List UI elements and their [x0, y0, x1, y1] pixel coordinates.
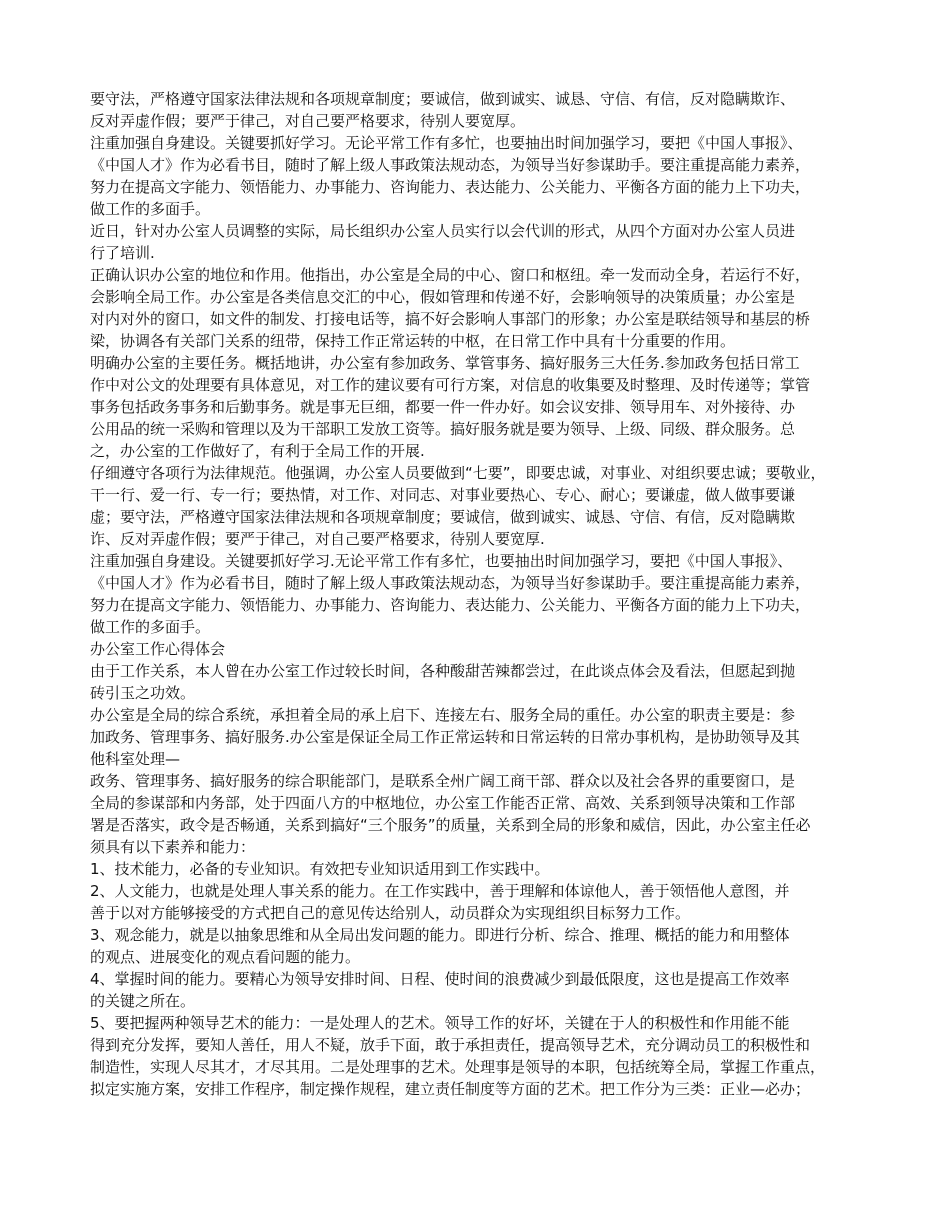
text-line: 《中国人才》作为必看书目，随时了解上级人事政策法规动态，为领导当好参谋助手。要注重提高能力素养， [90, 574, 811, 592]
document-body [90, 88, 870, 1100]
text-line: 虚；要守法，严格遵守国家法律法规和各项规章制度；要诚信，做到诚实、诚恳、守信、有信，反对隐瞒欺 [90, 508, 796, 526]
text-line: 努力在提高文字能力、领悟能力、办事能力、咨询能力、表达能力、公关能力、平衡各方面的能力上下功夫， [90, 178, 811, 196]
text-line: 署是否落实，政令是否畅通，关系到搞好“三个服务”的质量，关系到全局的形象和威信，因此，办公室主任必 [90, 816, 811, 834]
text-line: 拟定实施方案，安排工作程序，制定操作规程，建立责任制度等方面的艺术。把工作分为三类：正业—必办； [90, 1080, 811, 1098]
text-line: 做工作的多面手。 [90, 618, 211, 636]
text-line: 对内对外的窗口，如文件的制发、打接电话等，搞不好会影响人事部门的形象；办公室是联结领导和基层的桥 [90, 310, 811, 328]
text-line: 由于工作关系，本人曾在办公室工作过较长时间，各种酸甜苦辣都尝过，在此谈点体会及看法，但愿起到抛 [90, 662, 796, 680]
text-line: 的关键之所在。 [90, 992, 196, 1010]
text-line: 《中国人才》作为必看书目，随时了解上级人事政策法规动态，为领导当好参谋助手。要注重提高能力素养， [90, 156, 811, 174]
text-line: 全局的参谋部和内务部，处于四面八方的中枢地位，办公室工作能否正常、高效、关系到领导决策和工作部 [90, 794, 796, 812]
text-line: 公用品的统一采购和管理以及为干部职工发放工资等。搞好服务就是要为领导、上级、同级、群众服务。总 [90, 420, 796, 438]
text-line: 1、技术能力，必备的专业知识。有效把专业知识适用到工作实践中。 [90, 860, 550, 878]
text-line: 注重加强自身建设。关键要抓好学习.无论平常工作有多忙，也要抽出时间加强学习，要把《中国人事报》、 [90, 552, 793, 570]
text-line: 要守法，严格遵守国家法律法规和各项规章制度；要诚信，做到诚实、诚恳、守信、有信，反对隐瞒欺诈、 [90, 90, 796, 108]
text-line: 2、人文能力，也就是处理人事关系的能力。在工作实践中，善于理解和体谅他人，善于领悟他人意图，并 [90, 882, 790, 900]
text-line: 4、掌握时间的能力。要精心为领导安排时间、日程、使时间的浪费减少到最低限度，这也是提高工作效率 [90, 970, 790, 988]
text-line: 行了培训. [90, 244, 155, 262]
text-line: 加政务、管理事务、搞好服务.办公室是保证全局工作正常运转和日常运转的日常办事机构，是协助领导及其 [90, 728, 800, 746]
text-line: 干一行、爱一行、专一行；要热情，对工作、对同志、对事业要热心、专心、耐心；要谦虚，做人做事要谦 [90, 486, 796, 504]
text-line: 明确办公室的主要任务。概括地讲，办公室有参加政务、掌管事务、搞好服务三大任务.参加政务包括日常工 [90, 354, 800, 372]
text-line: 须具有以下素养和能力： [90, 838, 256, 856]
text-line: 诈、反对弄虚作假；要严于律己，对自己要严格要求，待别人要宽厚. [90, 530, 545, 548]
text-line: 砖引玉之功效。 [90, 684, 196, 702]
text-line: 梁，协调各有关部门关系的纽带，保持工作正常运转的中枢，在日常工作中具有十分重要的作用。 [90, 332, 736, 350]
text-line: 政务、管理事务、搞好服务的综合职能部门，是联系全州广阔工商干部、群众以及社会各界的重要窗口，是 [90, 772, 796, 790]
text-line: 反对弄虚作假；要严于律己，对自己要严格要求，待别人要宽厚。 [90, 112, 526, 130]
text-line: 的观点、进展变化的观点看问题的能力。 [90, 948, 361, 966]
text-line: 仔细遵守各项行为法律规范。他强调，办公室人员要做到“七要”，即要忠诚，对事业、对组织要忠诚；要敬业， [90, 464, 826, 482]
text-line: 做工作的多面手。 [90, 200, 211, 218]
text-line: 3、观念能力，就是以抽象思维和从全局出发问题的能力。即进行分析、综合、推理、概括的能力和用整体 [90, 926, 790, 944]
text-line: 正确认识办公室的地位和作用。他指出，办公室是全局的中心、窗口和枢纽。牵一发而动全身，若运行不好， [90, 266, 811, 284]
text-line: 5、要把握两种领导艺术的能力：一是处理人的艺术。领导工作的好坏，关键在于人的积极性和作用能不能 [90, 1014, 790, 1032]
text-line: 制造性，实现人尽其才，才尽其用。二是处理事的艺术。处理事是领导的本职，包括统筹全局，掌握工作重点， [90, 1058, 826, 1076]
text-line: 得到充分发挥，要知人善任，用人不疑，放手下面，敢于承担责任，提高领导艺术，充分调动员工的积极性和 [90, 1036, 811, 1054]
text-line: 善于以对方能够接受的方式把自己的意见传达给别人，动员群众为实现组织目标努力工作。 [90, 904, 691, 922]
text-line: 办公室是全局的综合系统，承担着全局的承上启下、连接左右、服务全局的重任。办公室的职责主要是：参 [90, 706, 796, 724]
text-line: 注重加强自身建设。关键要抓好学习。无论平常工作有多忙，也要抽出时间加强学习，要把《中国人事报》、 [90, 134, 803, 152]
text-line: 办公室工作心得体会 [90, 640, 226, 658]
text-line: 他科室处理— [90, 750, 181, 768]
text-line: 作中对公文的处理要有具体意见，对工作的建议要有可行方案，对信息的收集要及时整理、及时传递等；掌管 [90, 376, 811, 394]
text-line: 努力在提高文字能力、领悟能力、办事能力、咨询能力、表达能力、公关能力、平衡各方面的能力上下功夫， [90, 596, 811, 614]
text-line: 事务包括政务事务和后勤事务。就是事无巨细，都要一件一件办好。如会议安排、领导用车、对外接待、办 [90, 398, 796, 416]
text-line: 会影响全局工作。办公室是各类信息交汇的中心，假如管理和传递不好，会影响领导的决策质量；办公室是 [90, 288, 796, 306]
text-line: 之，办公室的工作做好了，有利于全局工作的开展. [90, 442, 425, 460]
text-line: 近日，针对办公室人员调整的实际，局长组织办公室人员实行以会代训的形式，从四个方面对办公室人员进 [90, 222, 796, 240]
